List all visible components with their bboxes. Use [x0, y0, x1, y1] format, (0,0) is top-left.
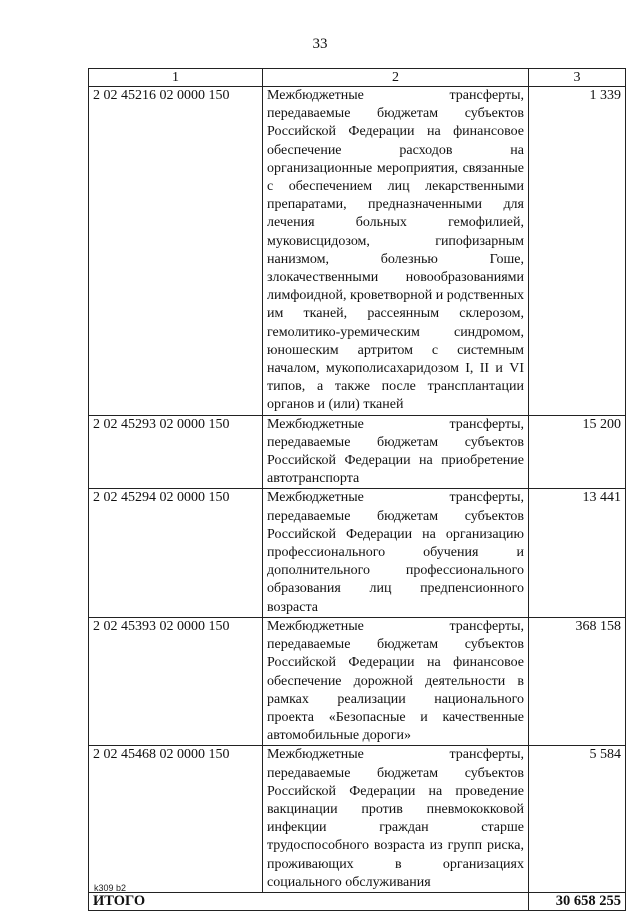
table-row [89, 746, 626, 893]
description-cell: Межбюджетные трансферты, передаваемые бюджетам субъектов Российской Федерации на финансовое обеспечение расходов на организационные мероприятия, связанные с обеспечением лиц лекарственными препаратами, предназначенными для лечения больных гемофилией, муковисцидозом, гипофизарным нанизмом, болезнью Гоше, злокачественными новообразованиями лимфоидной, кроветворной и родственных им тканей, рассеянным склерозом, гемолитико-уремическим синдромом, юношеским артритом с системным началом, мукополисахаридозом I, II и VI типов, а также после трансплантации органов и (или) тканей [263, 87, 529, 416]
description-cell: Межбюджетные трансферты, передаваемые бюджетам субъектов Российской Федерации на проведение вакцинации против пневмококковой инфекции граждан старше трудоспособного возраста из групп риска, проживающих в организациях социального обслуживания [263, 746, 529, 893]
page-number: 33 [312, 36, 328, 52]
column-header-2: 2 [263, 69, 529, 87]
amount-cell: 13 441 [529, 489, 626, 617]
budget-code-cell: 2 02 45216 02 0000 150 [89, 87, 263, 416]
budget-code-cell: 2 02 45468 02 0000 150 [89, 746, 263, 893]
table-header-row [89, 69, 626, 87]
amount-cell: 15 200 [529, 415, 626, 489]
amount-cell: 5 584 [529, 746, 626, 893]
total-label: ИТОГО [89, 892, 529, 910]
budget-code-cell: 2 02 45294 02 0000 150 [89, 489, 263, 617]
description-cell: Межбюджетные трансферты, передаваемые бюджетам субъектов Российской Федерации на финансовое обеспечение дорожной деятельности в рамках реализации национального проекта «Безопасные и качественные автомобильные дороги» [263, 617, 529, 745]
budget-code-cell: 2 02 45293 02 0000 150 [89, 415, 263, 489]
amount-cell: 1 339 [529, 87, 626, 416]
column-header-1: 1 [89, 69, 263, 87]
table-row [89, 87, 626, 416]
table-row [89, 415, 626, 489]
description-cell: Межбюджетные трансферты, передаваемые бюджетам субъектов Российской Федерации на организацию профессионального обучения и дополнительного профессионального образования лиц предпенсионного возраста [263, 489, 529, 617]
amount-cell: 368 158 [529, 617, 626, 745]
table-row [89, 489, 626, 617]
total-amount: 30 658 255 [529, 892, 626, 910]
budget-table [88, 68, 626, 911]
column-header-3: 3 [529, 69, 626, 87]
footer-document-code: k309 b2 [94, 883, 127, 893]
total-row [89, 892, 626, 910]
description-cell: Межбюджетные трансферты, передаваемые бюджетам субъектов Российской Федерации на приобретение автотранспорта [263, 415, 529, 489]
table-row [89, 617, 626, 745]
budget-code-cell: 2 02 45393 02 0000 150 [89, 617, 263, 745]
